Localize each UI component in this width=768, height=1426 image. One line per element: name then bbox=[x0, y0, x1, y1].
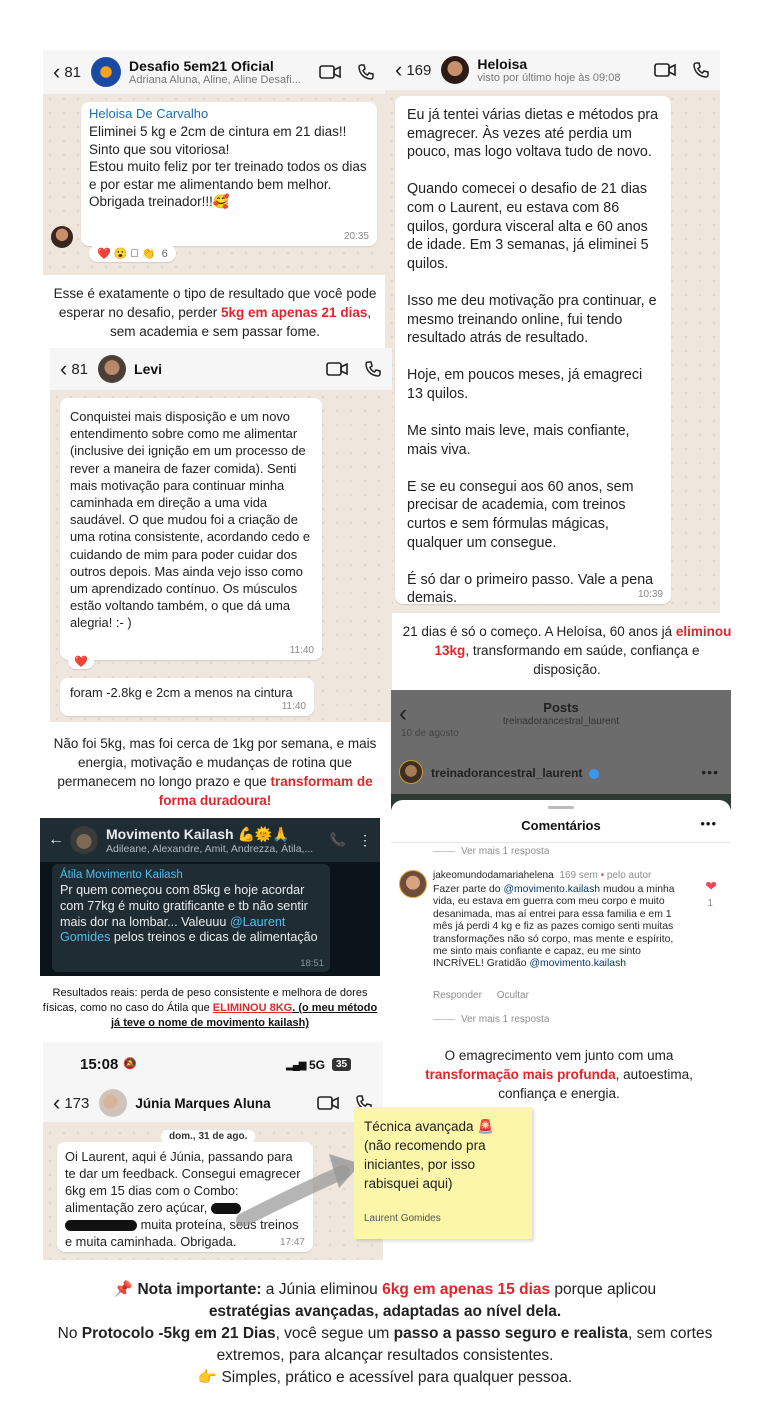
status-bar bbox=[43, 1042, 383, 1088]
posts-subtitle: treinadorancestral_laurent bbox=[502, 716, 620, 727]
replies-line-2 bbox=[433, 1019, 455, 1020]
comment-mention-2[interactable]: @movimento.kailash bbox=[529, 958, 627, 970]
sticky-note-text: Técnica avançada 🚨 (não recomendo pra iniciantes, por isso rabisquei aqui) bbox=[364, 1119, 495, 1191]
contact-avatar[interactable] bbox=[99, 1089, 127, 1117]
message-bubble-2[interactable] bbox=[60, 678, 314, 716]
caption-text-end: , transformando em saúde, confiança e disposição. bbox=[465, 643, 700, 677]
network-label: 5G bbox=[309, 1058, 326, 1072]
chat-title[interactable]: Levi bbox=[134, 361, 163, 377]
comment-age: 169 sem bbox=[559, 870, 598, 881]
hide-button[interactable]: Ocultar bbox=[496, 990, 529, 1001]
menu-dots-icon[interactable]: ⋮ bbox=[358, 831, 372, 848]
comment-like-heart-icon[interactable]: ❤ bbox=[705, 878, 717, 894]
caption-highlight: transformam de forma duradoura! bbox=[158, 774, 373, 808]
message-text: Eliminei 5 kg e 2cm de cintura em 21 dias!! Sinto que sou vitoriosa! Estou muito feliz por ter treinado todos os dias e por estar me alimentando bem melhor. Obrigada treinador!!!🥰 bbox=[89, 124, 367, 209]
replies-line bbox=[433, 851, 455, 852]
caption-highlight: ELIMINOU 8KG bbox=[212, 1002, 293, 1014]
caption-text-end: . (o meu método já teve o nome de movimento kailash) bbox=[110, 1002, 378, 1029]
contact-avatar[interactable] bbox=[441, 56, 469, 84]
message-text: Eu já tentei várias dietas e métodos pra emagrecer. Às vezes até perdia um pouco, mas logo voltava tudo de novo. Quando comecei o desafio de 21 dias com o Laurent, eu estava com 86 quilos, gordura visceral alta e 60 anos de idade. Em 3 semanas, já eliminei 5 quilos. Isso me deu motivação pra continuar, e mesmo treinando online, fui tendo resultado atrás de resultado. Hoje, em poucos meses, já emagreci 13 quilos. Me sinto mais leve, mais confiante, mais viva. E se eu consegui aos 60 anos, sem precisar de academia, com treinos curtos e sem fórmulas mágicas, qualquer um consegue. É só dar o primeiro passo. Vale a pena demais. bbox=[407, 107, 659, 607]
footer-text-5: , sem cortes extremos, para alcançar resultados consistentes. bbox=[216, 1325, 713, 1364]
caption-highlight: 5kg em apenas 21 dias bbox=[221, 305, 368, 320]
view-more-replies-bottom[interactable] bbox=[433, 1014, 549, 1025]
heart-reaction[interactable]: ❤️ bbox=[68, 654, 94, 669]
chat-title[interactable]: Desafio 5em21 Oficial bbox=[129, 58, 274, 74]
message-text-part-1: Oi Laurent, aqui é Júnia, passando para te dar um feedback. Consegui emagrecer 6kg em 15 dias com o Combo: alimentação zero açúcar, bbox=[65, 1149, 301, 1215]
caption-text: Esse é exatamente o tipo de resultado que você pode esperar no desafio, perder bbox=[53, 286, 377, 320]
date-chip: dom., 31 de ago. bbox=[161, 1130, 255, 1143]
message-text-2: foram -2.8kg e 2cm a menos na cintura bbox=[70, 685, 293, 700]
comment-text-part-2: mudou a minha vida, eu estava em guerra com meu corpo e muito desanimada, mas aí entrei para essa familia e em 1 mês já perdi 4 kg e fiz as pazes comigo senti muitas transformações não só corpo, mas mente e espírito, me sinto mais confiante e capaz, eu me sinto INCRÍVEL! Gratidão bbox=[433, 884, 675, 970]
contact-avatar[interactable] bbox=[98, 355, 126, 383]
comment-text bbox=[433, 884, 685, 971]
back-chevron-icon[interactable]: ‹ bbox=[53, 59, 61, 84]
back-chevron-icon[interactable]: ‹ bbox=[399, 700, 407, 727]
back-chevron-icon[interactable]: ‹ bbox=[395, 57, 403, 82]
faded-date: 10 de agosto bbox=[401, 728, 459, 739]
sheet-grab-handle[interactable] bbox=[548, 806, 574, 809]
instagram-post-backdrop bbox=[391, 690, 731, 810]
group-avatar[interactable] bbox=[70, 826, 98, 854]
sticky-note-signature: Laurent Gomides bbox=[364, 1213, 441, 1224]
footer-note bbox=[40, 1279, 730, 1389]
message-bubble[interactable] bbox=[81, 102, 377, 246]
message-time-2: 11:40 bbox=[281, 701, 306, 712]
chat-header bbox=[50, 348, 392, 390]
message-text-part-2: muita proteína, seus treinos e muita caminhada. Obrigada. bbox=[65, 1217, 299, 1249]
caption-text: Resultados reais: perda de peso consistente e melhora de dores físicas, como no caso do Átila que bbox=[42, 987, 368, 1014]
footer-lead: Nota importante: bbox=[137, 1281, 262, 1298]
chat-header bbox=[40, 818, 380, 862]
video-call-icon[interactable] bbox=[319, 64, 341, 80]
post-username-text: treinadorancestral_laurent bbox=[431, 766, 583, 780]
scribble-redaction bbox=[211, 1203, 241, 1214]
message-text-part-2: pelos treinos e dicas de alimentação bbox=[110, 930, 318, 945]
phone-call-icon[interactable] bbox=[692, 61, 710, 79]
verified-badge-icon bbox=[589, 769, 599, 779]
pointing-hand-icon: 👉 bbox=[197, 1369, 218, 1386]
footer-text-2: porque aplicou bbox=[550, 1281, 657, 1298]
caption-text-end: , sem academia e sem passar fome. bbox=[109, 305, 372, 339]
comments-sheet bbox=[391, 800, 731, 1038]
message-bubble[interactable] bbox=[52, 864, 330, 972]
posts-title: Posts bbox=[543, 700, 579, 715]
view-more-replies-label-2: Ver mais 1 resposta bbox=[461, 1014, 550, 1025]
author-heart-icon: • bbox=[600, 870, 605, 881]
footer-line-4 bbox=[40, 1367, 730, 1389]
unread-count: 173 bbox=[64, 1094, 90, 1112]
message-time: 17:47 bbox=[279, 1237, 305, 1248]
reaction-count: 6 bbox=[161, 248, 168, 260]
comment-text-part-1: Fazer parte do bbox=[433, 884, 504, 895]
message-time: 11:40 bbox=[289, 645, 314, 656]
pin-icon: 📌 bbox=[113, 1281, 134, 1298]
post-avatar[interactable] bbox=[399, 760, 423, 784]
message-text bbox=[65, 1148, 305, 1250]
chat-title[interactable]: Movimento Kailash 💪🌞🙏 bbox=[106, 825, 290, 842]
footer-line-1 bbox=[40, 1279, 730, 1301]
caption-text-end: , autoestima, confiança e energia. bbox=[498, 1067, 693, 1101]
message-mention[interactable]: @Laurent Gomides bbox=[60, 914, 286, 945]
screenshot-desafio-chat bbox=[43, 50, 385, 275]
comment-meta bbox=[433, 870, 651, 881]
caption-heloisa bbox=[402, 622, 732, 679]
comment-like-count: 1 bbox=[707, 898, 713, 909]
chat-title[interactable]: Júnia Marques Aluna bbox=[135, 1095, 271, 1111]
video-call-icon[interactable] bbox=[326, 361, 348, 377]
video-call-icon[interactable] bbox=[654, 62, 676, 78]
back-chevron-icon[interactable]: ‹ bbox=[60, 356, 68, 381]
comment-mention[interactable]: @movimento.kailash bbox=[503, 884, 601, 895]
back-chevron-icon[interactable]: ‹ bbox=[53, 1090, 61, 1115]
commenter-avatar[interactable] bbox=[399, 870, 427, 898]
comment-actions bbox=[433, 990, 529, 1001]
message-sender: Átila Movimento Kailash bbox=[60, 869, 183, 881]
unread-count: 81 bbox=[64, 63, 82, 81]
caption-instagram bbox=[404, 1046, 714, 1103]
view-more-replies-label: Ver mais 1 resposta bbox=[461, 846, 550, 857]
caption-desafio bbox=[40, 284, 390, 341]
sticky-note bbox=[354, 1107, 532, 1239]
caption-highlight: transformação mais profunda bbox=[425, 1067, 616, 1082]
unread-count: 81 bbox=[71, 360, 89, 378]
more-options-icon[interactable]: ••• bbox=[701, 764, 719, 780]
footer-line-2: estratégias avançadas, adaptadas ao nível dela. bbox=[208, 1303, 562, 1320]
message-time: 10:39 bbox=[637, 589, 663, 600]
mute-bell-icon: 🔕 bbox=[123, 1058, 137, 1070]
reply-button[interactable]: Responder bbox=[433, 990, 482, 1001]
message-time: 18:51 bbox=[300, 958, 324, 969]
back-arrow-icon[interactable]: ← bbox=[48, 831, 64, 848]
footer-text-1: a Júnia eliminou bbox=[261, 1281, 383, 1298]
signal-icon: ▂▄▆ bbox=[286, 1060, 306, 1071]
message-bubble[interactable] bbox=[60, 398, 322, 660]
status-time: 15:08 bbox=[80, 1056, 119, 1073]
message-sender: Heloisa De Carvalho bbox=[89, 106, 209, 121]
chat-header bbox=[43, 1084, 383, 1122]
message-text-part-1: Pr quem começou com 85kg e hoje acordar com 77kg é muito gratificante e tb não sentir mais dor na lombar... Valeuuu bbox=[60, 883, 308, 929]
footer-text-6: Simples, prático e acessível para qualquer pessoa. bbox=[217, 1369, 573, 1386]
chat-subtitle: visto por último hoje às 09:08 bbox=[477, 72, 621, 84]
view-more-replies-top[interactable] bbox=[433, 846, 549, 857]
caption-kailash bbox=[40, 986, 380, 1031]
post-username[interactable] bbox=[431, 766, 599, 780]
screenshot-heloisa-chat bbox=[385, 50, 720, 613]
commenter-username[interactable]: jakeomundodamariahelena bbox=[433, 870, 554, 881]
scribble-redaction-2 bbox=[65, 1220, 137, 1231]
chat-header bbox=[385, 50, 720, 90]
group-avatar[interactable] bbox=[91, 57, 121, 87]
caption-text: O emagrecimento vem junto com uma bbox=[444, 1048, 674, 1063]
sheet-divider bbox=[391, 842, 731, 843]
message-bubble[interactable] bbox=[57, 1142, 313, 1252]
video-call-icon[interactable] bbox=[317, 1095, 339, 1111]
message-text bbox=[60, 883, 322, 946]
chat-title[interactable]: Heloisa bbox=[477, 56, 528, 72]
screenshot-junia-chat bbox=[43, 1042, 383, 1260]
screenshot-instagram-comments bbox=[391, 690, 731, 1038]
message-text: Conquistei mais disposição e um novo entendimento sobre como me alimentar (inclusive dei ignição em um processo de rever a maneira de fazer comida). Senti mais motivação para continuar minha caminhada em direção a uma vida saudável. O que mudou foi a criação de uma rotina consistente, acordando cedo e cuidando de mim para poder cuidar dos outros depois. Mas ainda vejo isso como um aprendizado contínuo. Os músculos estão voltando também, o que dá uma alegria! :- ) bbox=[70, 409, 311, 631]
protocol-name: Protocolo -5kg em 21 Dias bbox=[81, 1325, 276, 1342]
add-call-icon[interactable]: 📞 bbox=[329, 832, 346, 847]
message-time: 20:35 bbox=[343, 231, 369, 242]
message-bubble[interactable] bbox=[395, 96, 671, 607]
caption-highlight: eliminou 13kg bbox=[434, 624, 732, 658]
screenshot-kailash-chat bbox=[40, 818, 380, 976]
reactions-pill[interactable] bbox=[89, 245, 176, 262]
battery-indicator: 35 bbox=[332, 1058, 351, 1071]
sheet-title: Comentários bbox=[521, 818, 601, 833]
footer-line-3 bbox=[40, 1323, 730, 1367]
screenshot-levi-chat bbox=[50, 348, 392, 722]
unread-count: 169 bbox=[406, 61, 432, 79]
footer-text-3: No bbox=[57, 1325, 82, 1342]
chat-header bbox=[43, 50, 385, 94]
sheet-more-icon[interactable]: ••• bbox=[700, 816, 717, 831]
caption-levi bbox=[40, 734, 390, 810]
caption-text: 21 dias é só o começo. A Heloísa, 60 anos já bbox=[402, 624, 676, 639]
liked-by-author: pelo autor bbox=[606, 870, 652, 881]
caption-text: Não foi 5kg, mas foi cerca de 1kg por semana, e mais energia, motivação e mudanças de rotina que permanecem no longo prazo e que bbox=[53, 736, 377, 789]
phone-call-icon[interactable] bbox=[364, 360, 382, 378]
footer-highlight: 6kg em apenas 15 dias bbox=[382, 1281, 551, 1298]
footer-text-4: , você segue um bbox=[275, 1325, 394, 1342]
reaction-emojis: ❤️ 😮 🏾 👏 bbox=[97, 248, 156, 260]
footer-bold-3: passo a passo seguro e realista bbox=[393, 1325, 628, 1342]
phone-call-icon[interactable] bbox=[357, 63, 375, 81]
chat-subtitle: Adriana Aluna, Aline, Aline Desafi... bbox=[129, 74, 301, 86]
sender-avatar bbox=[51, 226, 73, 248]
chat-subtitle: Adileane, Alexandre, Amit, Andrezza, Átila,... bbox=[106, 842, 314, 855]
